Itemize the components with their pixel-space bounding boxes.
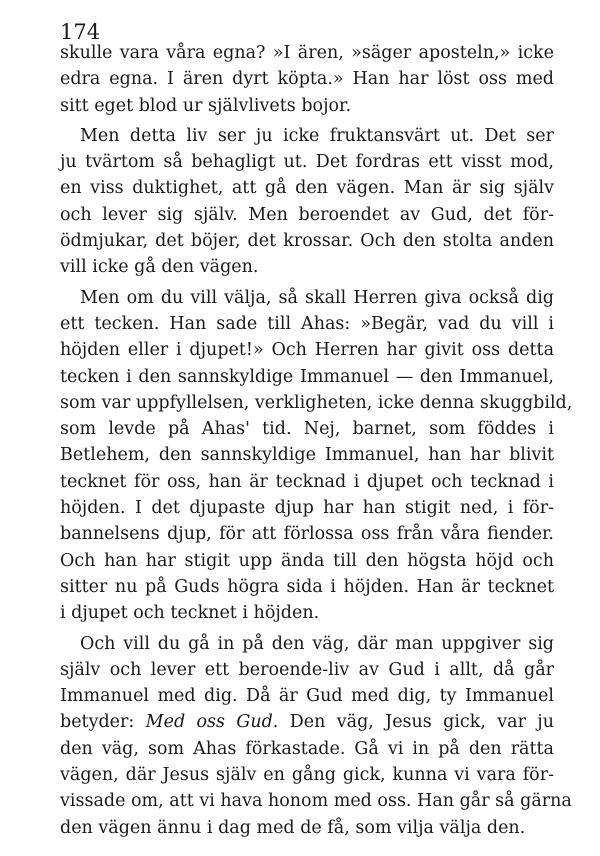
text-line: Och han har stigit upp ända till den högsta höjd och xyxy=(60,550,554,571)
text-line: höjden eller i djupet!» Och Herren har givit oss detta xyxy=(60,340,554,361)
text-segment: Den väg, Jesus gick, var ju xyxy=(289,712,554,733)
text-line-with-emphasis xyxy=(60,709,554,735)
text-line: den vägen ännu i dag med de få, som vilja välja den. xyxy=(60,817,526,838)
text-line: Men om du vill välja, så skall Herren giva också dig xyxy=(80,287,554,308)
paragraph-2 xyxy=(60,123,554,281)
text-line: bannelsens djup, för att förlossa oss från våra fiender. xyxy=(60,524,554,545)
page-number: 174 xyxy=(60,20,101,44)
text-line: Och vill du gå in på den väg, där man uppgiver sig xyxy=(80,633,554,654)
text-line: som var uppfyllelsen, verkligheten, icke denna skuggbild, xyxy=(60,392,573,413)
text-line: edra egna. I ären dyrt köpta.» Han har löst oss med xyxy=(60,69,554,90)
body-text xyxy=(60,40,573,841)
text-line: Men detta liv ser ju icke fruktansvärt ut. Det ser xyxy=(80,125,554,146)
text-line: i djupet och tecknet i höjden. xyxy=(60,603,320,624)
text-line: tecken i den sannskyldige Immanuel — den Immanuel, xyxy=(60,366,554,387)
paragraph-4 xyxy=(60,631,572,841)
text-line: en viss duktighet, att gå den vägen. Man är sig själv xyxy=(60,178,554,199)
paragraph-3 xyxy=(60,285,573,627)
text-line: och lever sig själv. Men beroendet av Gud, det för- xyxy=(60,204,554,225)
text-line: vissade om, att vi hava honom med oss. Han går så gärna xyxy=(60,791,572,812)
paragraph-1 xyxy=(60,40,554,119)
text-line: ju tvärtom så behagligt ut. Det fordras ett visst mod, xyxy=(60,152,554,173)
text-segment: betyder: xyxy=(60,712,135,733)
text-line: den väg, som Ahas förkastade. Gå vi in på den rätta xyxy=(60,738,554,759)
text-line: själv och lever ett beroende-liv av Gud i allt, då går xyxy=(60,659,554,680)
text-line: Betlehem, den sannskyldige Immanuel, han har blivit xyxy=(60,445,554,466)
text-line: vägen, där Jesus själv en gång gick, kunna vi vara för- xyxy=(60,765,554,786)
text-line: vill icke gå den vägen. xyxy=(60,257,259,278)
text-line: ödmjukar, det böjer, det krossar. Och den stolta anden xyxy=(60,231,554,252)
text-line: Immanuel med dig. Då är Gud med dig, ty Immanuel xyxy=(60,686,554,707)
text-line: tecknet för oss, han är tecknad i djupet och tecknad i xyxy=(60,471,554,492)
text-line: skulle vara våra egna? »I ären, »säger aposteln,» icke xyxy=(60,43,554,63)
text-line: sitt eget blod ur självlivets bojor. xyxy=(60,95,352,116)
text-line: sitter nu på Guds högra sida i höjden. Han är tecknet xyxy=(60,576,554,597)
text-line: höjden. I det djupaste djup har han stigit ned, i för- xyxy=(60,498,554,519)
emphasis-text: Med oss Gud. xyxy=(145,712,279,733)
text-line: som levde på Ahas' tid. Nej, barnet, som föddes i xyxy=(60,419,554,440)
text-line: ett tecken. Han sade till Ahas: »Begär, vad du vill i xyxy=(60,313,554,334)
